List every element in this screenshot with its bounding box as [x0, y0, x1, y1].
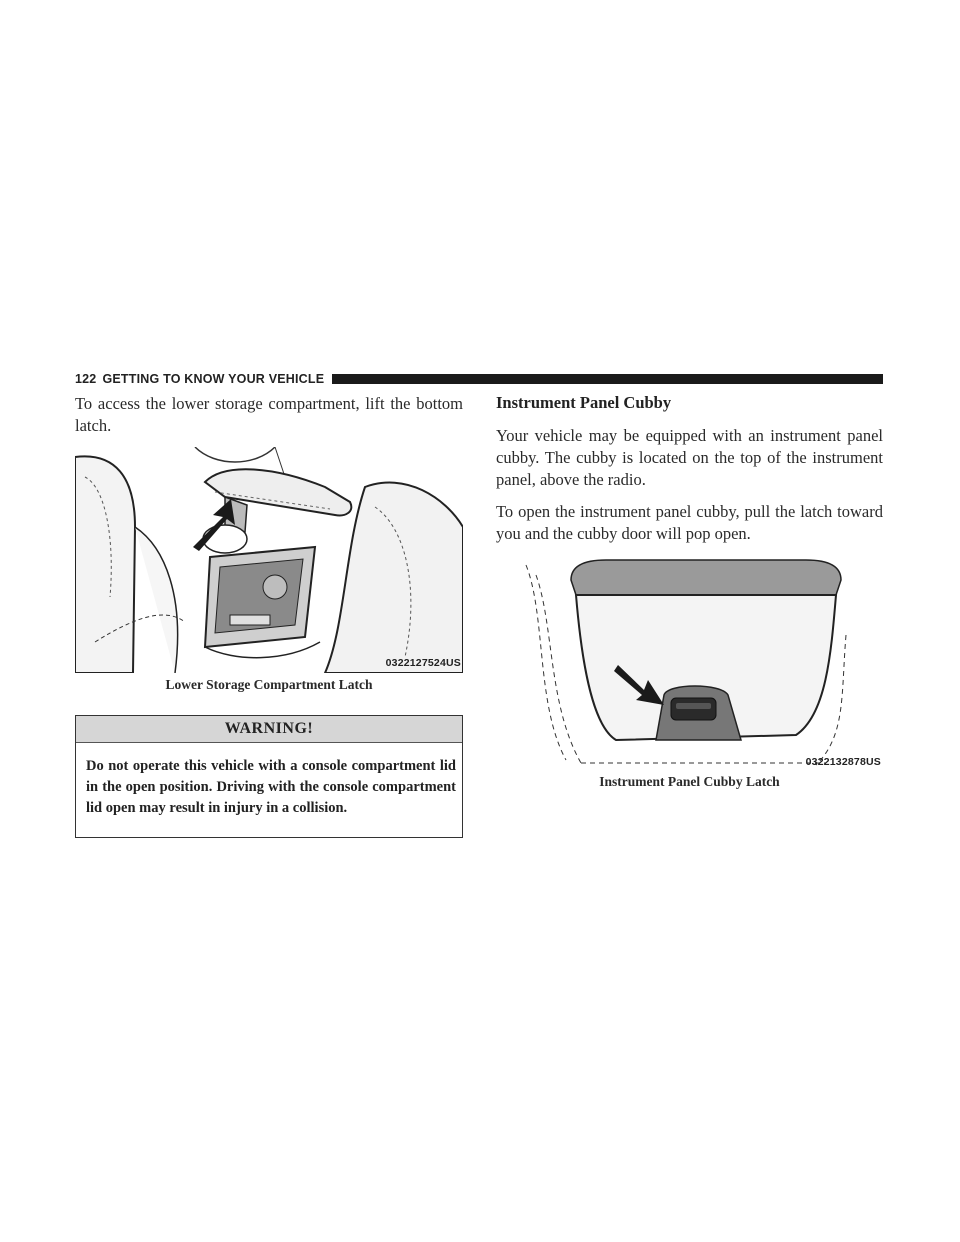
- page-number: 122: [75, 372, 97, 386]
- figure-caption: Lower Storage Compartment Latch: [165, 677, 373, 692]
- lower-storage-latch-illustration: [75, 447, 463, 673]
- section-title: GETTING TO KNOW YOUR VEHICLE: [102, 372, 325, 386]
- figure-code: 0322127524US: [385, 657, 461, 669]
- figure-caption: Instrument Panel Cubby Latch: [599, 774, 780, 789]
- warning-text: Do not operate this vehicle with a console compartment lid in the open position. Driving with the console compartment lid open may result in injury in a collision.: [86, 758, 456, 816]
- warning-title: WARNING!: [76, 716, 462, 743]
- figure-code: 0322132878US: [805, 756, 881, 768]
- header-rule: [332, 374, 883, 384]
- figure-cubby: [496, 555, 883, 770]
- cubby-paragraph-2: To open the instrument panel cubby, pull the latch toward you and the cubby door will pop open.: [496, 502, 883, 543]
- section-heading: Instrument Panel Cubby: [496, 393, 672, 412]
- figure-lower-storage: [75, 447, 463, 673]
- warning-box: [75, 715, 463, 838]
- intro-paragraph: To access the lower storage compartment, lift the bottom latch.: [75, 394, 463, 435]
- page-header: [75, 371, 883, 387]
- right-column: [496, 393, 883, 790]
- left-column: [75, 393, 463, 838]
- cubby-latch-illustration: [496, 555, 883, 770]
- cubby-paragraph-1: Your vehicle may be equipped with an instrument panel cubby. The cubby is located on the top of the instrument panel, above the radio.: [496, 426, 883, 489]
